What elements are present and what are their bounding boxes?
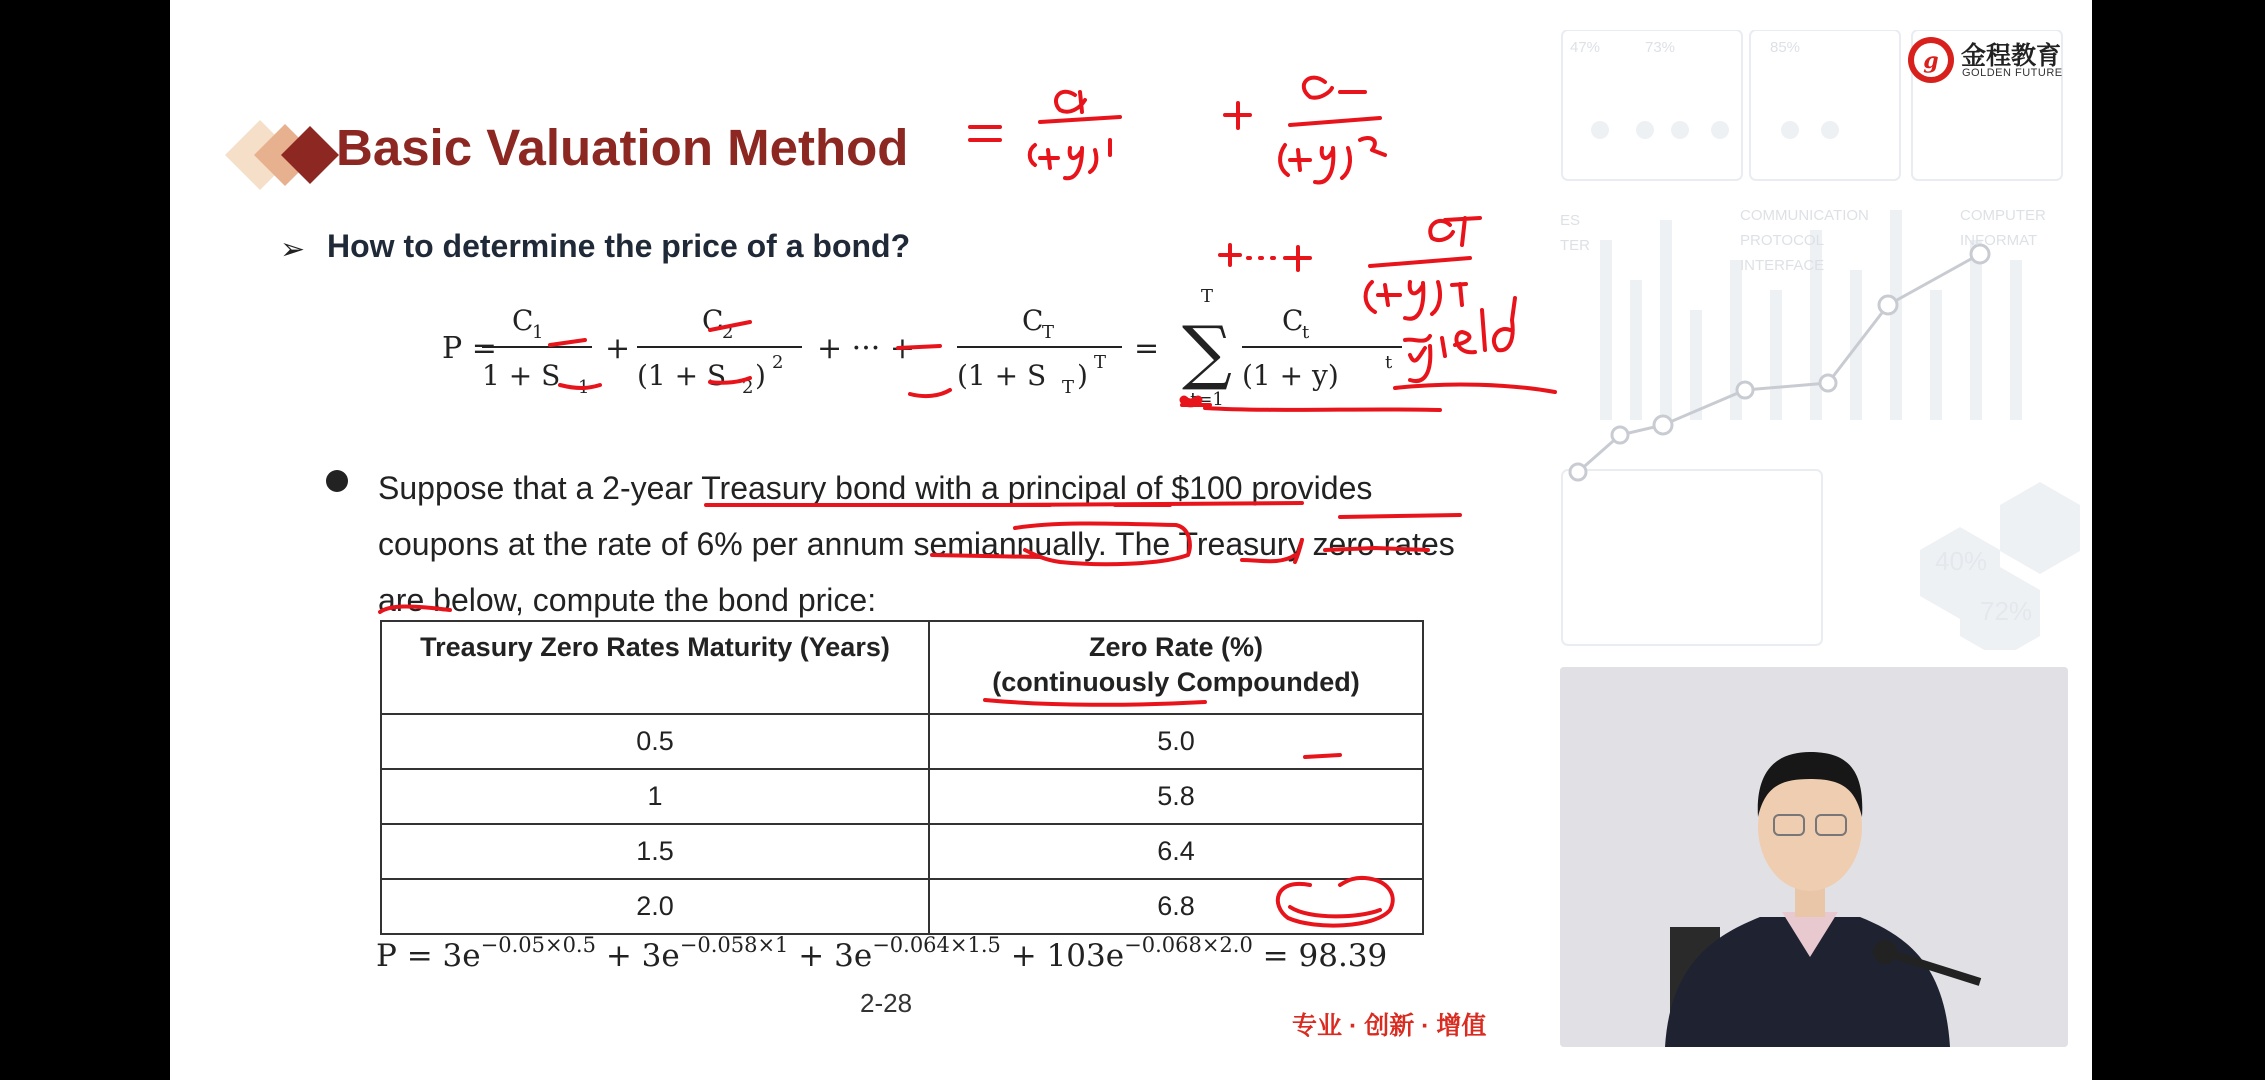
decor-hex-1: 40% [1935, 546, 1988, 576]
formula-c1: C [512, 304, 534, 337]
cell-maturity: 2.0 [381, 879, 929, 934]
price-calculation [376, 933, 1387, 974]
price-term4: + 103e [1000, 938, 1125, 974]
formula-p: P = [442, 331, 497, 366]
formula-ct: C [1022, 304, 1044, 337]
page-number: 2-28 [860, 988, 913, 1018]
price-term2: + 3e [595, 938, 680, 974]
bullet-dot [326, 470, 348, 492]
header-zero-rate [929, 621, 1423, 714]
decor-percent-b: 73% [1645, 39, 1676, 56]
instructor-image [1560, 667, 2068, 1047]
decor-label-interface: INTERFACE [1740, 257, 1825, 274]
cell-maturity: 1 [381, 769, 929, 824]
background-infographic [1560, 30, 2080, 650]
table-row [381, 879, 1423, 934]
formula-eq: = [1134, 331, 1160, 366]
cell-rate: 6.4 [929, 824, 1423, 879]
table-header-row [381, 621, 1423, 714]
formula-den2-pow: 2 [772, 352, 784, 373]
header-zero-rate-line2: (continuously Compounded) [992, 667, 1360, 697]
formula-den1: 1 + S [482, 359, 561, 392]
formula-sum-bottom: t=1 [1190, 389, 1224, 410]
cell-rate: 5.8 [929, 769, 1423, 824]
formula-dent-close: ) [1077, 359, 1088, 392]
sigma-icon: ∑ [1182, 311, 1232, 393]
formula-dent-sub: T [1062, 377, 1075, 398]
formula-c2-sub: 2 [722, 322, 734, 343]
table-row [381, 824, 1423, 879]
formula-ct-sub: T [1042, 322, 1055, 343]
svg-text:g: g [1923, 48, 1939, 74]
header-zero-rate-line1: Zero Rate (%) [1088, 632, 1264, 662]
formula-den2-close: ) [755, 359, 766, 392]
cell-rate: 6.8 [929, 879, 1423, 934]
formula-dots: + ··· + [817, 331, 915, 366]
bond-price-formula [442, 280, 1412, 420]
problem-statement: Suppose that a 2-year Treasury bond with a principal of $100 provides coupons at the rate of 6% per annum semiannually. The Treasury zero rates are below, compute the bond price: [378, 470, 1455, 618]
formula-den2-sub: 2 [742, 377, 754, 398]
decor-label-protocol: PROTOCOL [1740, 232, 1824, 249]
slide-title: Basic Valuation Method [336, 119, 909, 176]
decor-label-informat: INFORMAT [1960, 232, 2038, 249]
formula-c1-sub: 1 [532, 322, 544, 343]
slogan: 专业 · 创新 · 增值 [1292, 1012, 1487, 1040]
decor-label-ter: TER [1560, 237, 1590, 254]
decor-hex-2: 72% [1980, 596, 2033, 626]
formula-dent-pow: T [1094, 352, 1107, 373]
decor-label-communication: COMMUNICATION [1740, 207, 1869, 224]
header-maturity: Treasury Zero Rates Maturity (Years) [381, 621, 929, 714]
logo-name-cn: 金程教育 [1961, 42, 2062, 70]
decor-percent-c: 85% [1770, 39, 1801, 56]
price-exp1: −0.05×0.5 [480, 933, 596, 957]
lecture-slide [170, 0, 2092, 1080]
decor-label-computer: COMPUTER [1960, 207, 2046, 224]
cell-maturity: 0.5 [381, 714, 929, 769]
formula-sum-top: T [1200, 286, 1214, 307]
logo-name-en: GOLDEN FUTURE [1962, 67, 2063, 79]
formula-den1-sub: 1 [578, 377, 590, 398]
price-term3: + 3e [788, 938, 873, 974]
decor-percent-a: 47% [1570, 39, 1601, 56]
formula-den2: (1 + S [637, 359, 727, 392]
arrow-bullet-icon: ➢ [280, 233, 306, 266]
formula-dent: (1 + S [957, 359, 1047, 392]
price-result: = 98.39 [1252, 938, 1388, 974]
price-lhs: P = 3e [376, 938, 481, 974]
price-exp4: −0.068×2.0 [1124, 933, 1253, 957]
table-row [381, 714, 1423, 769]
zero-rates-table [380, 620, 1424, 935]
decor-label-es: ES [1560, 212, 1581, 229]
price-exp2: −0.058×1 [679, 933, 789, 957]
table-row [381, 769, 1423, 824]
cell-rate: 5.0 [929, 714, 1423, 769]
formula-dent-y: (1 + y) [1242, 359, 1339, 392]
cell-maturity: 1.5 [381, 824, 929, 879]
formula-dent-y-pow: t [1385, 352, 1393, 373]
formula-ct-lower: C [1282, 304, 1304, 337]
formula-c2: C [702, 304, 724, 337]
formula-ct-lower-sub: t [1302, 322, 1310, 343]
formula-plus-1: + [605, 331, 631, 366]
instructor-video[interactable] [1560, 667, 2068, 1047]
question-text: How to determine the price of a bond? [327, 228, 911, 264]
price-exp3: −0.064×1.5 [872, 933, 1001, 957]
